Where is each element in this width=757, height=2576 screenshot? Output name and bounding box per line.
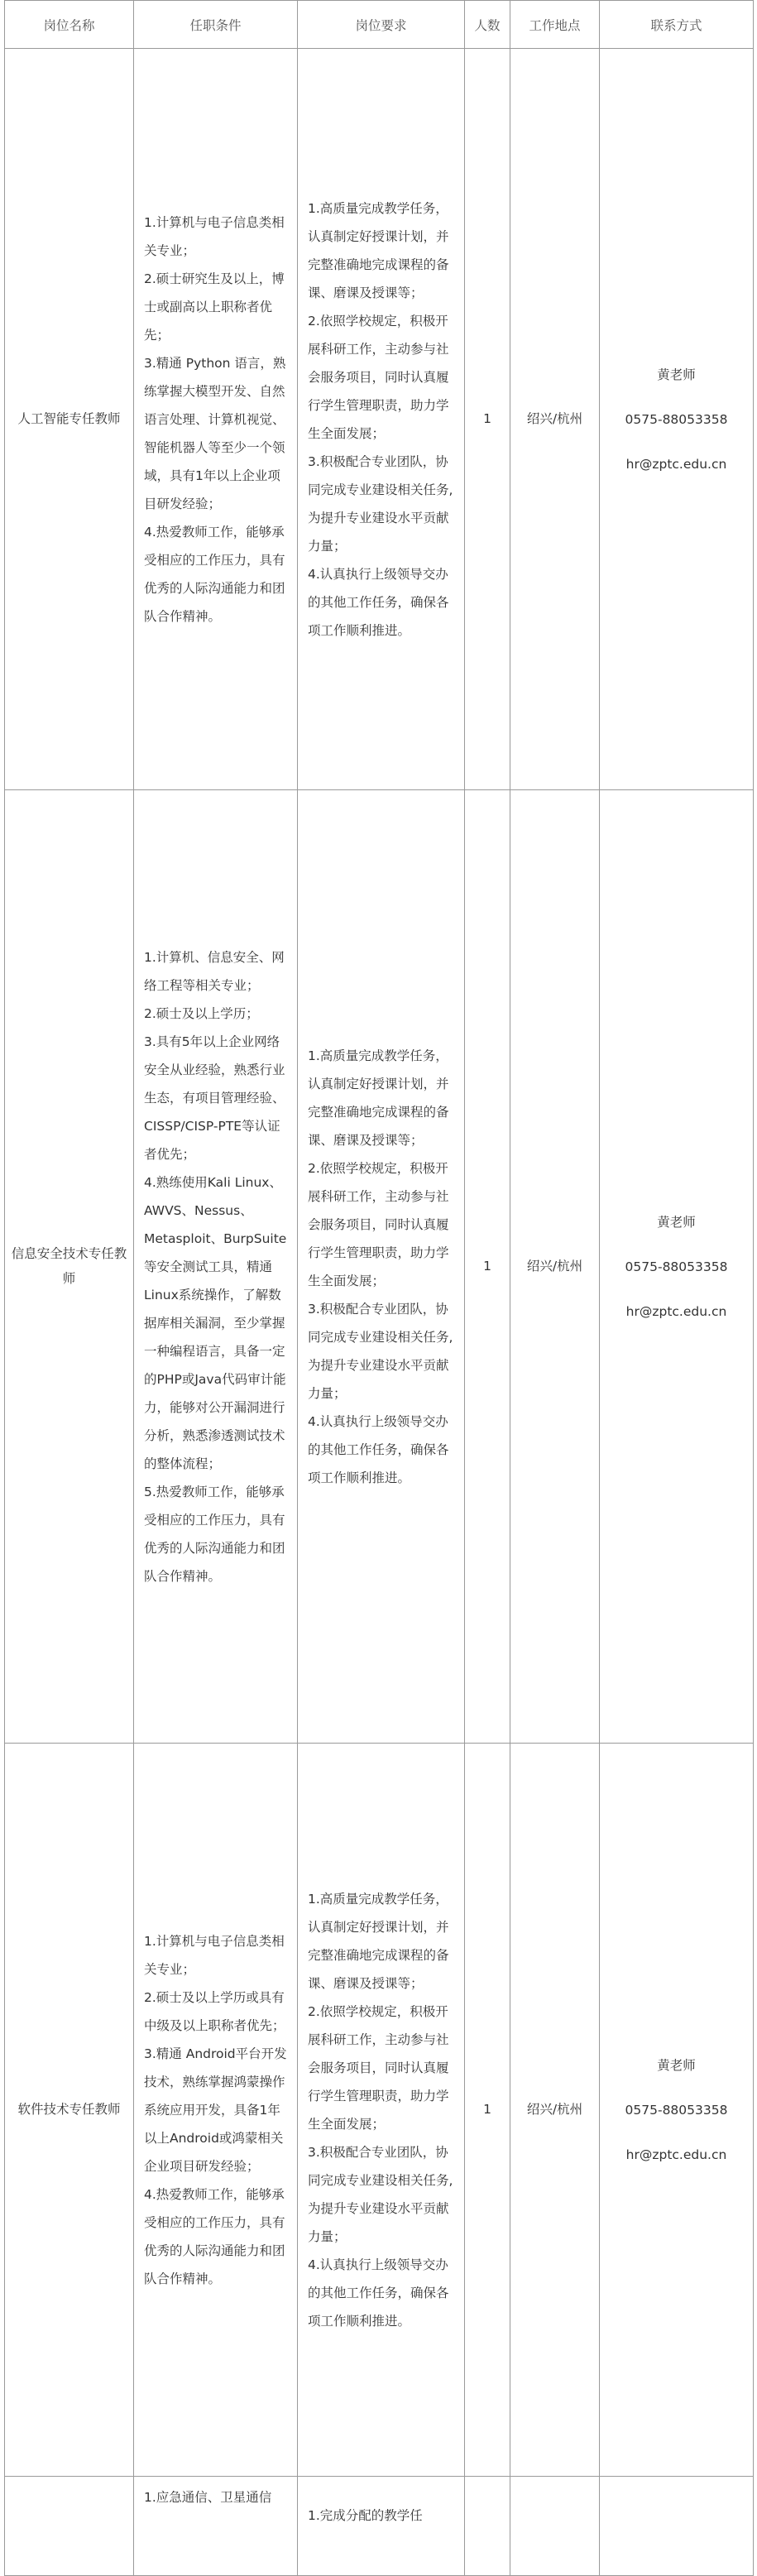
qualification-item: 3.精通 Android平台开发技术，熟练掌握鸿蒙操作系统应用开发，具备1年以上Android或鸿蒙相关企业项目研发经验； — [144, 2046, 287, 2174]
table-header-row — [5, 1, 754, 49]
qualification-item: 1.应急通信、卫星通信 — [144, 2490, 272, 2505]
requirement-item: 3.积极配合专业团队，协同完成专业建设相关任务,为提升专业建设水平贡献力量； — [308, 453, 453, 554]
qualification-item: 4.熟练使用Kali Linux、AWVS、Nessus、Metasploit、BurpSuite等安全测试工具，精通Linux系统操作，了解数据库相关漏洞，至少掌握一种编程语言，具备一定的PHP或Java代码审计能力，能够对公开漏洞进行分析，熟悉渗透测试技术的整体流程； — [144, 1174, 287, 1471]
headcount — [465, 2477, 510, 2576]
contact-person: 黄老师 — [657, 1214, 696, 1230]
contact-cell — [600, 49, 754, 790]
header-qualifications: 任职条件 — [134, 1, 298, 49]
header-position-name: 岗位名称 — [5, 1, 134, 49]
contact-person: 黄老师 — [657, 367, 696, 382]
header-contact: 联系方式 — [600, 1, 754, 49]
qualifications-cell — [134, 1744, 298, 2477]
requirement-item: 3.积极配合专业团队，协同完成专业建设相关任务,为提升专业建设水平贡献力量； — [308, 2144, 453, 2244]
qualification-item: 2.硕士研究生及以上，博士或副高以上职称者优先； — [144, 271, 285, 343]
requirement-item: 3.积极配合专业团队，协同完成专业建设相关任务,为提升专业建设水平贡献力量； — [308, 1301, 453, 1401]
contact-cell — [600, 790, 754, 1744]
qualification-item: 2.硕士及以上学历； — [144, 1005, 259, 1021]
requirement-item: 4.认真执行上级领导交办的其他工作任务，确保各项工作顺利推进。 — [308, 1413, 449, 1485]
qualification-item: 4.热爱教师工作，能够承受相应的工作压力，具有优秀的人际沟通能力和团队合作精神。 — [144, 524, 285, 624]
contact-person: 黄老师 — [657, 2057, 696, 2073]
table-row — [5, 790, 754, 1744]
qualification-item: 1.计算机与电子信息类相关专业； — [144, 214, 285, 258]
headcount: 1 — [465, 49, 510, 790]
requirement-item: 1.高质量完成教学任务，认真制定好授课计划，并完整准确地完成课程的备课、磨课及授课等； — [308, 1891, 449, 1991]
contact-phone: 0575-88053358 — [625, 1259, 728, 1274]
job-table — [4, 0, 754, 2576]
work-location: 绍兴/杭州 — [510, 790, 600, 1744]
qualification-item: 3.具有5年以上企业网络安全从业经验，熟悉行业生态，有项目管理经验、CISSP/CISP-PTE等认证者优先； — [144, 1034, 285, 1162]
requirements-cell — [298, 2477, 465, 2576]
qualification-item: 3.精通 Python 语言，熟练掌握大模型开发、自然语言处理、计算机视觉、智能机器人等至少一个领域，具有1年以上企业项目研发经验； — [144, 355, 286, 511]
headcount: 1 — [465, 790, 510, 1744]
requirement-item: 1.高质量完成教学任务，认真制定好授课计划，并完整准确地完成课程的备课、磨课及授课等； — [308, 200, 449, 300]
contact-email[interactable]: hr@zptc.edu.cn — [625, 456, 727, 472]
contact-email[interactable]: hr@zptc.edu.cn — [625, 2147, 727, 2162]
qualification-item: 5.热爱教师工作，能够承受相应的工作压力，具有优秀的人际沟通能力和团队合作精神。 — [144, 1484, 285, 1584]
table-row — [5, 1744, 754, 2477]
contact-phone: 0575-88053358 — [625, 2102, 728, 2118]
requirement-item: 1.完成分配的教学任 — [308, 2508, 423, 2523]
work-location: 绍兴/杭州 — [510, 1744, 600, 2477]
contact-cell — [600, 1744, 754, 2477]
table-row — [5, 49, 754, 790]
qualifications-cell — [134, 2477, 298, 2576]
work-location — [510, 2477, 600, 2576]
requirements-cell — [298, 49, 465, 790]
qualification-item: 2.硕士及以上学历或具有中级及以上职称者优先； — [144, 1989, 285, 2033]
contact-cell — [600, 2477, 754, 2576]
contact-phone: 0575-88053358 — [625, 411, 728, 427]
header-headcount: 人数 — [465, 1, 510, 49]
qualification-item: 1.计算机与电子信息类相关专业； — [144, 1933, 285, 1977]
requirements-cell — [298, 790, 465, 1744]
requirement-item: 4.认真执行上级领导交办的其他工作任务，确保各项工作顺利推进。 — [308, 566, 449, 638]
table-row — [5, 2477, 754, 2576]
headcount: 1 — [465, 1744, 510, 2477]
contact-email[interactable]: hr@zptc.edu.cn — [625, 1303, 727, 1319]
requirement-item: 1.高质量完成教学任务，认真制定好授课计划，并完整准确地完成课程的备课、磨课及授课等； — [308, 1048, 449, 1148]
header-job-requirements: 岗位要求 — [298, 1, 465, 49]
requirement-item: 2.依照学校规定，积极开展科研工作，主动参与社会服务项目，同时认真履行学生管理职责，助力学生全面发展； — [308, 1160, 449, 1288]
qualifications-cell — [134, 49, 298, 790]
requirement-item: 2.依照学校规定，积极开展科研工作，主动参与社会服务项目，同时认真履行学生管理职责，助力学生全面发展； — [308, 2003, 449, 2132]
work-location: 绍兴/杭州 — [510, 49, 600, 790]
position-name: 信息安全技术专任教师 — [5, 790, 134, 1744]
requirement-item: 4.认真执行上级领导交办的其他工作任务，确保各项工作顺利推进。 — [308, 2257, 449, 2329]
qualification-item: 1.计算机、信息安全、网络工程等相关专业； — [144, 949, 285, 993]
qualification-item: 4.热爱教师工作，能够承受相应的工作压力，具有优秀的人际沟通能力和团队合作精神。 — [144, 2186, 285, 2286]
position-name: 人工智能专任教师 — [5, 49, 134, 790]
qualifications-cell — [134, 790, 298, 1744]
position-name: 软件技术专任教师 — [5, 1744, 134, 2477]
requirements-cell — [298, 1744, 465, 2477]
header-work-location: 工作地点 — [510, 1, 600, 49]
requirement-item: 2.依照学校规定，积极开展科研工作，主动参与社会服务项目，同时认真履行学生管理职责，助力学生全面发展； — [308, 313, 449, 441]
position-name — [5, 2477, 134, 2576]
